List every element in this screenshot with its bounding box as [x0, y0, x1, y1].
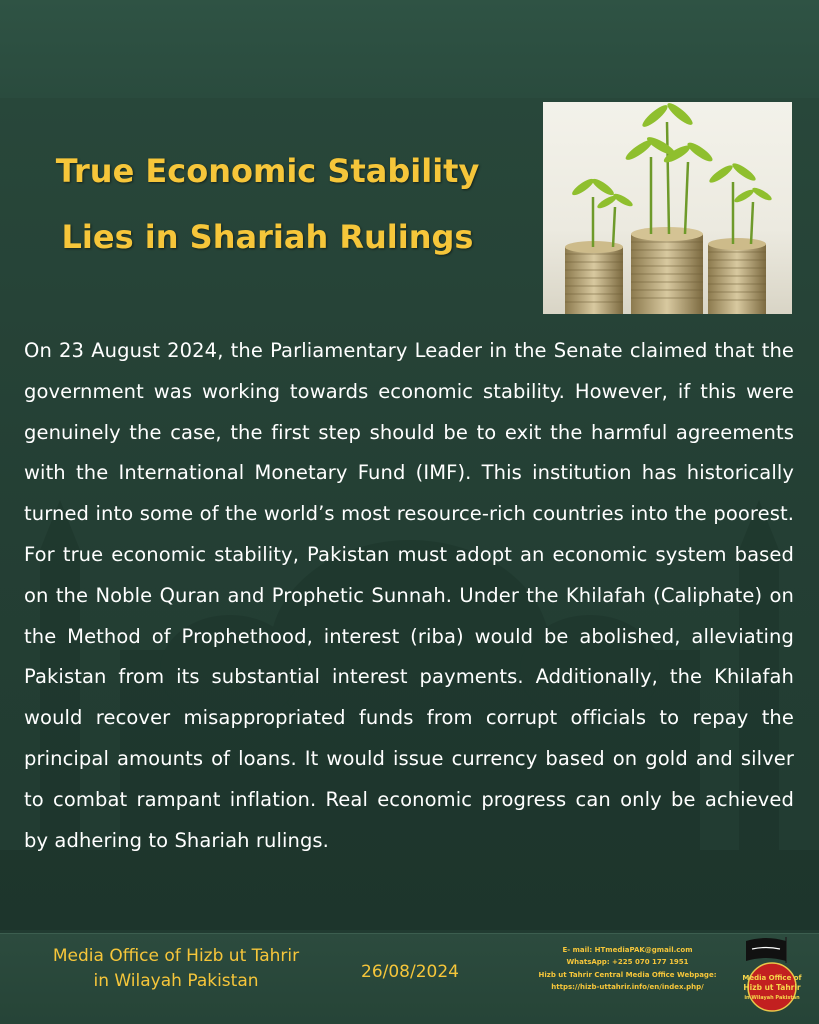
coin-stack-center [631, 227, 703, 314]
contact-whatsapp: WhatsApp: +225 070 177 1951 [566, 958, 689, 967]
article-body: On 23 August 2024, the Parliamentary Leader in the Senate claimed that the government was working towards economic stability. However, if this were genuinely the case, the first step should be to exit the harmful agreements with the International Monetary Fund (IMF). This institution has historically turned into some of the world’s most resource-rich countries into the poorest. For true economic stability, Pakistan must adopt an economic system based on the Noble Quran and Prophetic Sunnah. Under the Khilafah (Caliphate) on the Method of Prophethood, interest (riba) would be abolished, alleviating Pakistan from its substantial interest payments. Additionally, the Khilafah would recover misappropriated funds from corrupt officials to repay the principal amounts of loans. It would issue currency based on gold and silver to combat rampant inflation. Real economic progress can only be achieved by adhering to Shariah rulings. [24, 339, 794, 852]
media-office-name [20, 944, 332, 994]
headline-line-2: Lies in Shariah Rulings [61, 218, 474, 256]
office-line-2: in Wilayah Pakistan [93, 971, 259, 991]
top-band [0, 0, 819, 98]
coins-with-sprouts-photo [543, 102, 792, 314]
publication-date: 26/08/2024 [361, 962, 459, 982]
coins-sprouts-illustration [543, 102, 792, 314]
contact-webpage-label: Hizb ut Tahrir Central Media Office Webpage: [538, 970, 717, 979]
coin-stack-right [708, 238, 766, 314]
logo-text-line-3: in Wilayah Pakistan [744, 995, 800, 1001]
coin-stack-left [565, 241, 623, 314]
office-line-1: Media Office of Hizb ut Tahrir [52, 946, 300, 966]
headline [20, 138, 515, 270]
headline-line-1: True Economic Stability [55, 152, 480, 190]
contact-info [520, 944, 735, 993]
contact-webpage-link[interactable]: https://hizb-uttahrir.info/en/index.php/ [551, 982, 704, 991]
black-flag-logo-icon [736, 933, 808, 1013]
logo-text-line-2: Hizb ut Tahrir [743, 983, 801, 992]
contact-email[interactable]: E- mail: HTmediaPAK@gmail.com [562, 946, 693, 954]
sprout-leaves [570, 102, 773, 211]
logo-text-line-1: Media Office of [742, 974, 802, 982]
